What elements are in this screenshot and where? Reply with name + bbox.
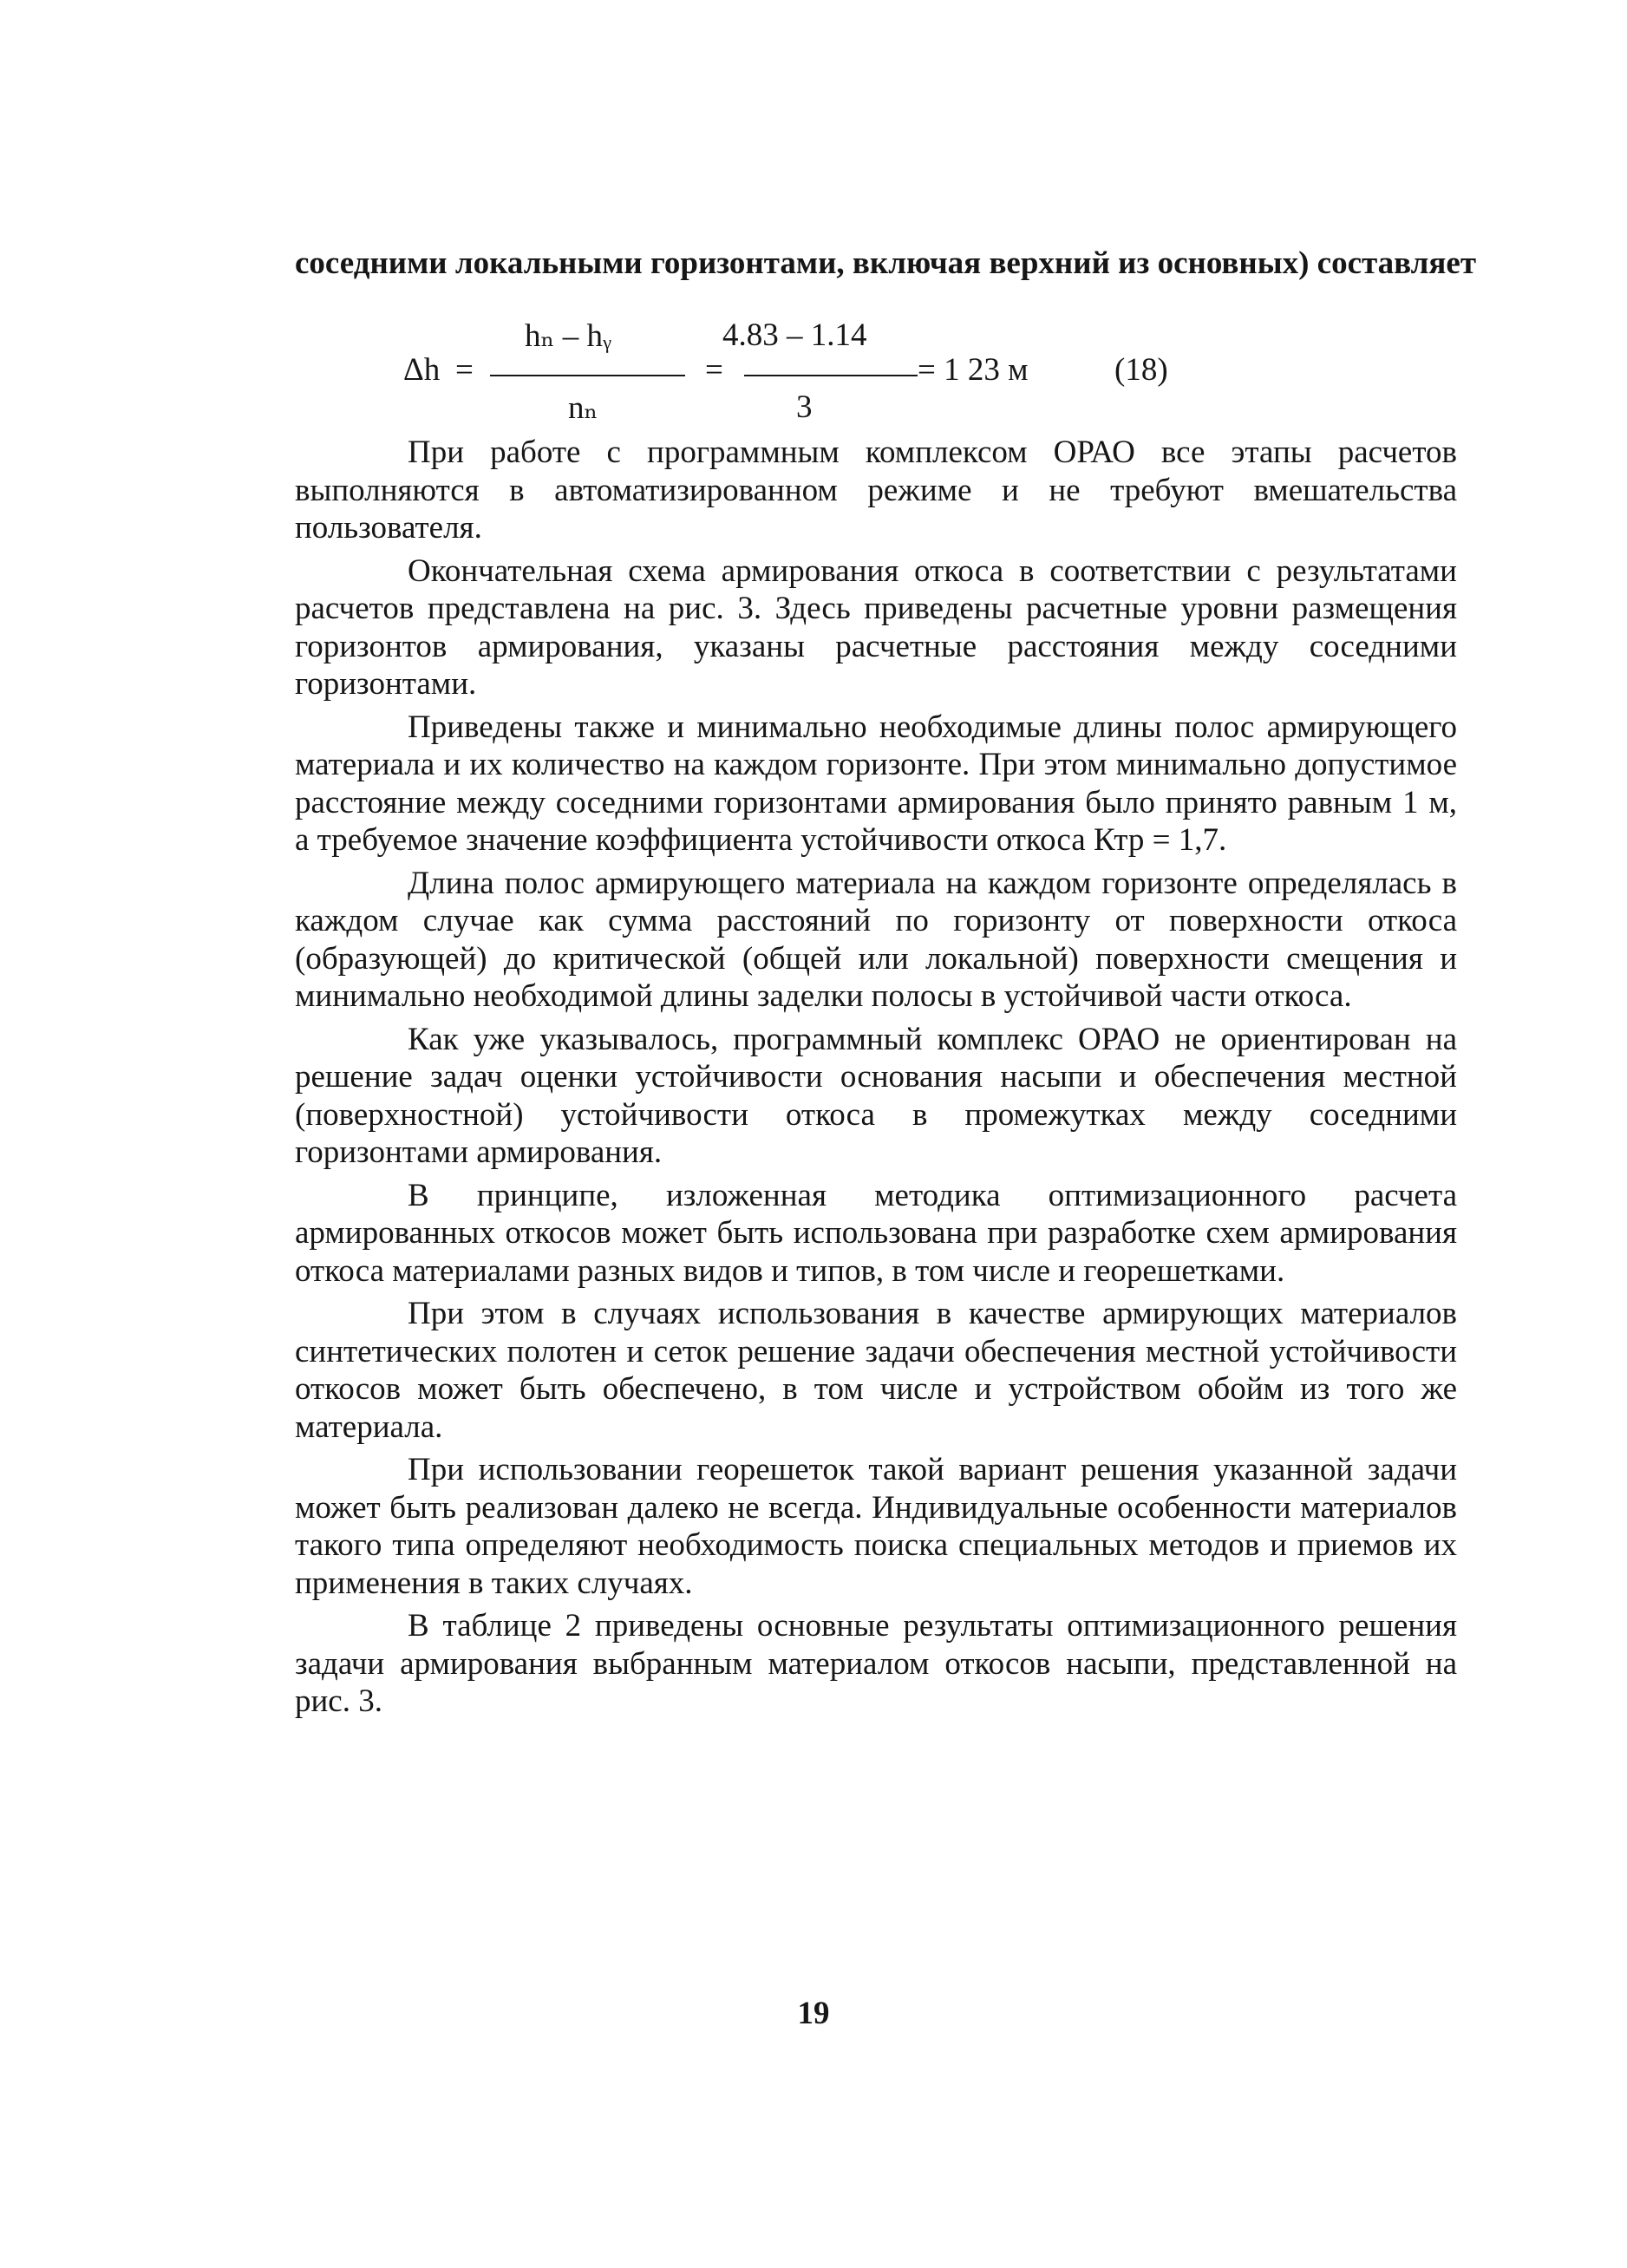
paragraph-9: В таблице 2 приведены основные результаты оптимизационного решения задачи армирования выбранным материалом откосов насыпи, представленной на рис. 3. bbox=[295, 1608, 1457, 1719]
paragraph-8: При использовании георешеток такой вариант решения указанной задачи может быть реализован далеко не всегда. Индивидуальные особенности материалов такого типа определяют необходимость поиска специальных методов и приемов их применения в таких случаях. bbox=[295, 1452, 1457, 1601]
formula-equals-2: = bbox=[705, 352, 723, 388]
formula-fraction-bar-2 bbox=[744, 375, 918, 376]
formula-18 bbox=[0, 0, 1627, 451]
formula-denominator-symbolic: nₙ bbox=[568, 390, 598, 426]
body-text bbox=[295, 434, 1457, 1721]
paragraph-1: При работе с программным комплексом ОРАО все этапы расчетов выполняются в автоматизированном режиме и не требуют вмешательства пользователя. bbox=[295, 435, 1457, 546]
page-number: 19 bbox=[797, 1996, 830, 2031]
paragraph-4: Длина полос армирующего материала на каждом горизонте определялась в каждом случае как сумма расстояний по горизонту от поверхности откоса (образующей) до критической (общей или локальной) поверхности смещения и минимально необходимой длины заделки полосы в устойчивой части откоса. bbox=[295, 865, 1457, 1014]
formula-fraction-bar-1 bbox=[490, 375, 685, 376]
formula-denominator-numeric: 3 bbox=[796, 389, 813, 425]
paragraph-3: Приведены также и минимально необходимые длины полос армирующего материала и их количество на каждом горизонте. При этом минимально допустимое расстояние между соседними горизонтами армирования было принято равным 1 м, а требуемое значение коэффициента устойчивости откоса Ктр = 1,7. bbox=[295, 709, 1457, 858]
paragraph-5: Как уже указывалось, программный комплекс ОРАО не ориентирован на решение задач оценки устойчивости основания насыпи и обеспечения местной (поверхностной) устойчивости откоса в промежутках между соседними горизонтами армирования. bbox=[295, 1021, 1457, 1170]
paragraph-2: Окончательная схема армирования откоса в соответствии с результатами расчетов представлена на рис. 3. Здесь приведены расчетные уровни размещения горизонтов армирования, указаны расчетные расстояния между соседними горизонтами. bbox=[295, 552, 1457, 702]
formula-numerator-numeric: 4.83 – 1.14 bbox=[722, 317, 867, 353]
formula-numerator-symbolic: hₙ – hᵧ bbox=[525, 318, 611, 354]
paragraph-6: В принципе, изложенная методика оптимизационного расчета армированных откосов может быть использована при разработке схем армирования откоса материалами разных видов и типов, в том числе и георешетками. bbox=[295, 1177, 1457, 1289]
formula-lhs: Δh bbox=[403, 352, 441, 388]
formula-equals-1: = bbox=[455, 352, 474, 388]
intro-line: соседними локальными горизонтами, включая верхний из основных) составляет bbox=[295, 245, 1476, 281]
paragraph-7: При этом в случаях использования в качестве армирующих материалов синтетических полотен и сеток решение задачи обеспечения местной устойчивости откосов может быть обеспечено, в том числе и устройством обойм из того же материала. bbox=[295, 1296, 1457, 1445]
formula-result: = 1 23 м bbox=[918, 352, 1029, 388]
formula-number: (18) bbox=[1114, 352, 1168, 388]
